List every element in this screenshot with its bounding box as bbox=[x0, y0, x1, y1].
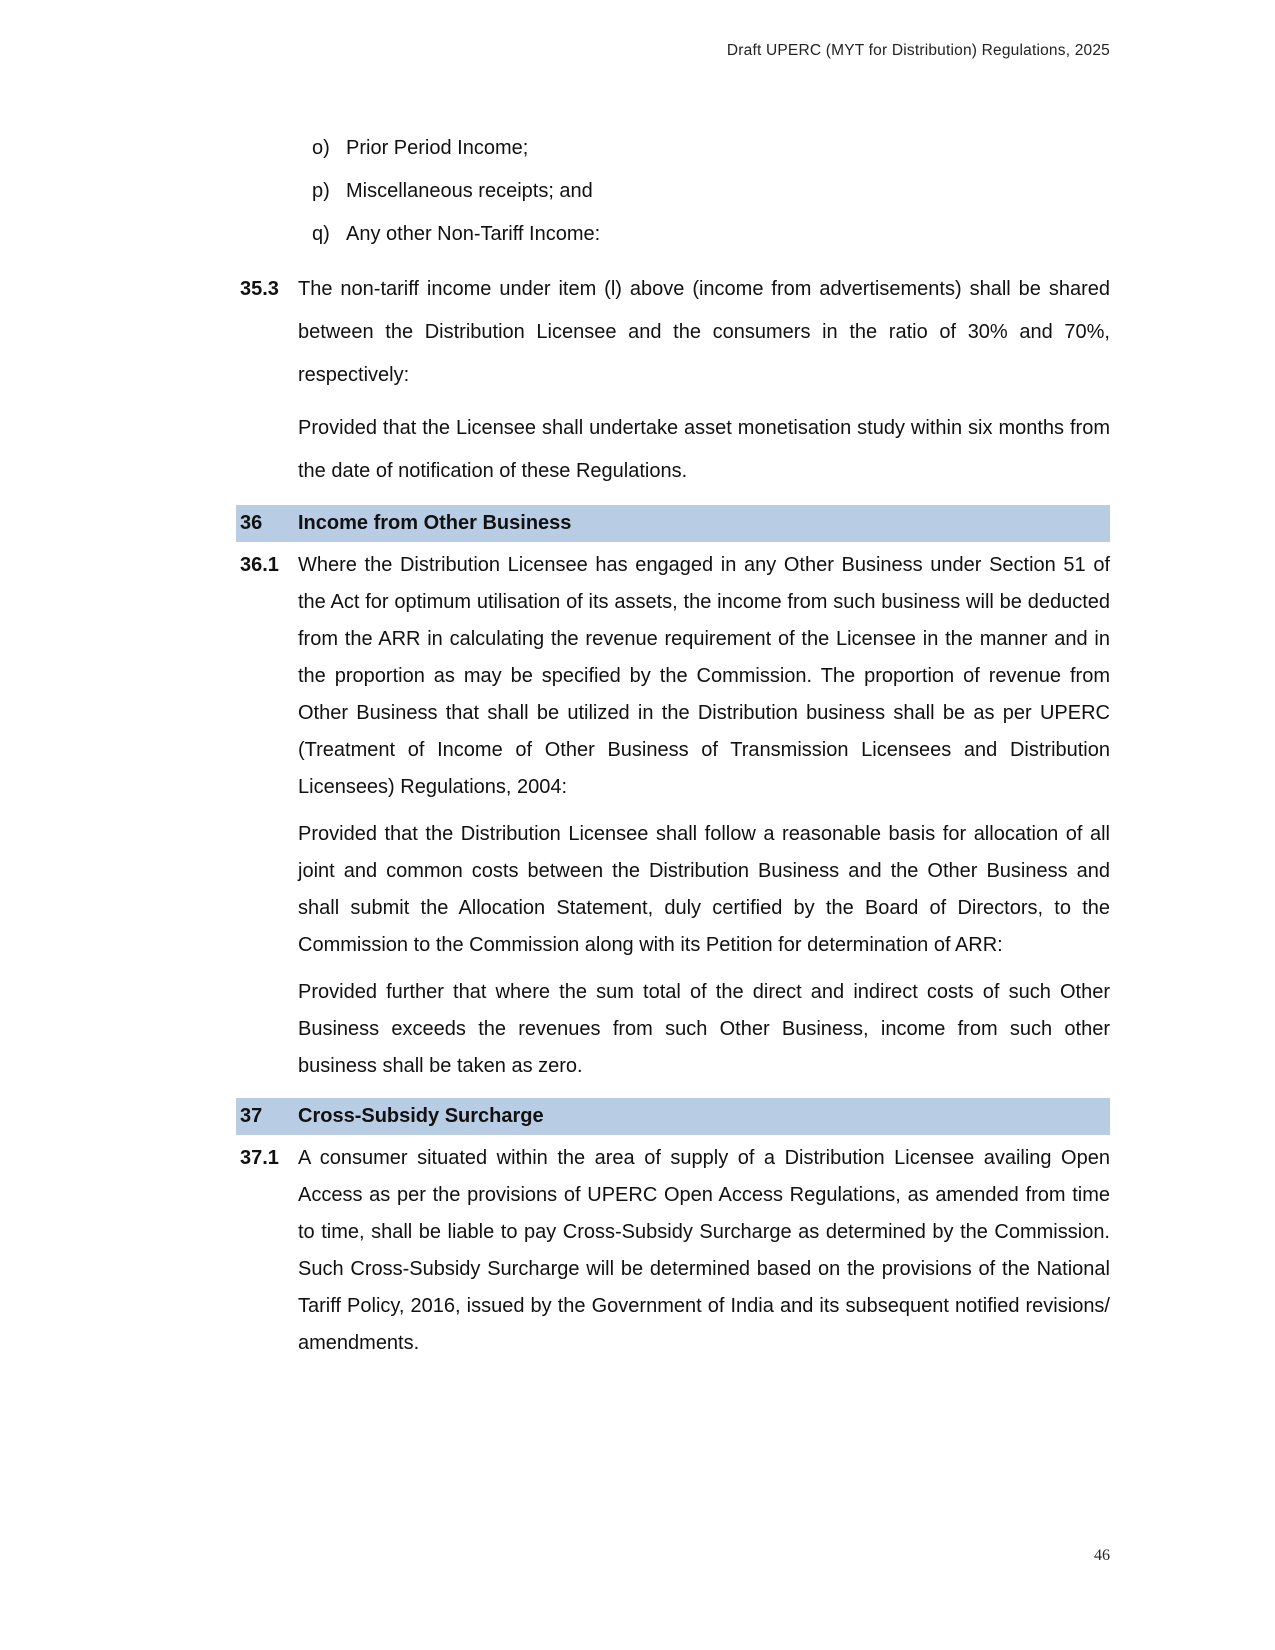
section-title: Income from Other Business bbox=[298, 512, 572, 534]
section-heading-37 bbox=[236, 1098, 1110, 1135]
clause-number: 37.1 bbox=[240, 1147, 279, 1169]
list-marker: o) bbox=[312, 137, 330, 159]
proviso-36-1-b: Provided further that where the sum total of the direct and indirect costs of such Other Business exceeds the revenues from such Other Business, income from such other business shall be taken as zero. bbox=[298, 981, 1110, 1077]
section-heading-36 bbox=[236, 505, 1110, 542]
proviso-35-3: Provided that the Licensee shall undertake asset monetisation study within six months from the date of notification of these Regulations. bbox=[298, 417, 1110, 482]
running-header: Draft UPERC (MYT for Distribution) Regulations, 2025 bbox=[726, 42, 1110, 59]
clause-number: 36.1 bbox=[240, 554, 279, 576]
section-number: 36 bbox=[240, 512, 263, 534]
page-number: 46 bbox=[1094, 1547, 1110, 1564]
clause-number: 35.3 bbox=[240, 278, 279, 300]
clause-text: The non-tariff income under item (l) above (income from advertisements) shall be shared between the Distribution Licensee and the consumers in the ratio of 30% and 70%, respectively: bbox=[298, 278, 1110, 386]
clause-35-3 bbox=[240, 268, 1110, 397]
income-list bbox=[240, 136, 1110, 246]
clause-text: A consumer situated within the area of supply of a Distribution Licensee availing Open Access as per the provisions of UPERC Open Access Regulations, as amended from time to time, shall be liable to pay Cross-Subsidy Surcharge as determined by the Commission. Such Cross-Subsidy Surcharge will be determined based on the provisions of the National Tariff Policy, 2016, issued by the Government of India and its subsequent notified revisions/ amendments. bbox=[298, 1147, 1110, 1354]
list-item-text: Prior Period Income; bbox=[346, 137, 529, 159]
list-item bbox=[240, 222, 1110, 246]
clause-37-1 bbox=[240, 1140, 1110, 1362]
page-content bbox=[240, 136, 1110, 1362]
list-item bbox=[240, 179, 1110, 203]
list-item bbox=[240, 136, 1110, 160]
clause-text: Where the Distribution Licensee has engaged in any Other Business under Section 51 of the Act for optimum utilisation of its assets, the income from such business will be deducted from the ARR in calculating the revenue requirement of the Licensee in the manner and in the proportion as may be specified by the Commission. The proportion of revenue from Other Business that shall be utilized in the Distribution business shall be as per UPERC (Treatment of Income of Other Business of Transmission Licensees and Distribution Licensees) Regulations, 2004: bbox=[298, 554, 1110, 798]
list-item-text: Miscellaneous receipts; and bbox=[346, 180, 593, 202]
list-marker: p) bbox=[312, 180, 330, 202]
clause-36-1 bbox=[240, 547, 1110, 806]
proviso-36-1-a: Provided that the Distribution Licensee shall follow a reasonable basis for allocation of all joint and common costs between the Distribution Business and the Other Business and shall submit the Allocation Statement, duly certified by the Board of Directors, to the Commission to the Commission along with its Petition for determination of ARR: bbox=[298, 823, 1110, 956]
list-item-text: Any other Non-Tariff Income: bbox=[346, 223, 601, 245]
list-marker: q) bbox=[312, 223, 330, 245]
section-number: 37 bbox=[240, 1105, 263, 1127]
section-title: Cross-Subsidy Surcharge bbox=[298, 1105, 544, 1127]
